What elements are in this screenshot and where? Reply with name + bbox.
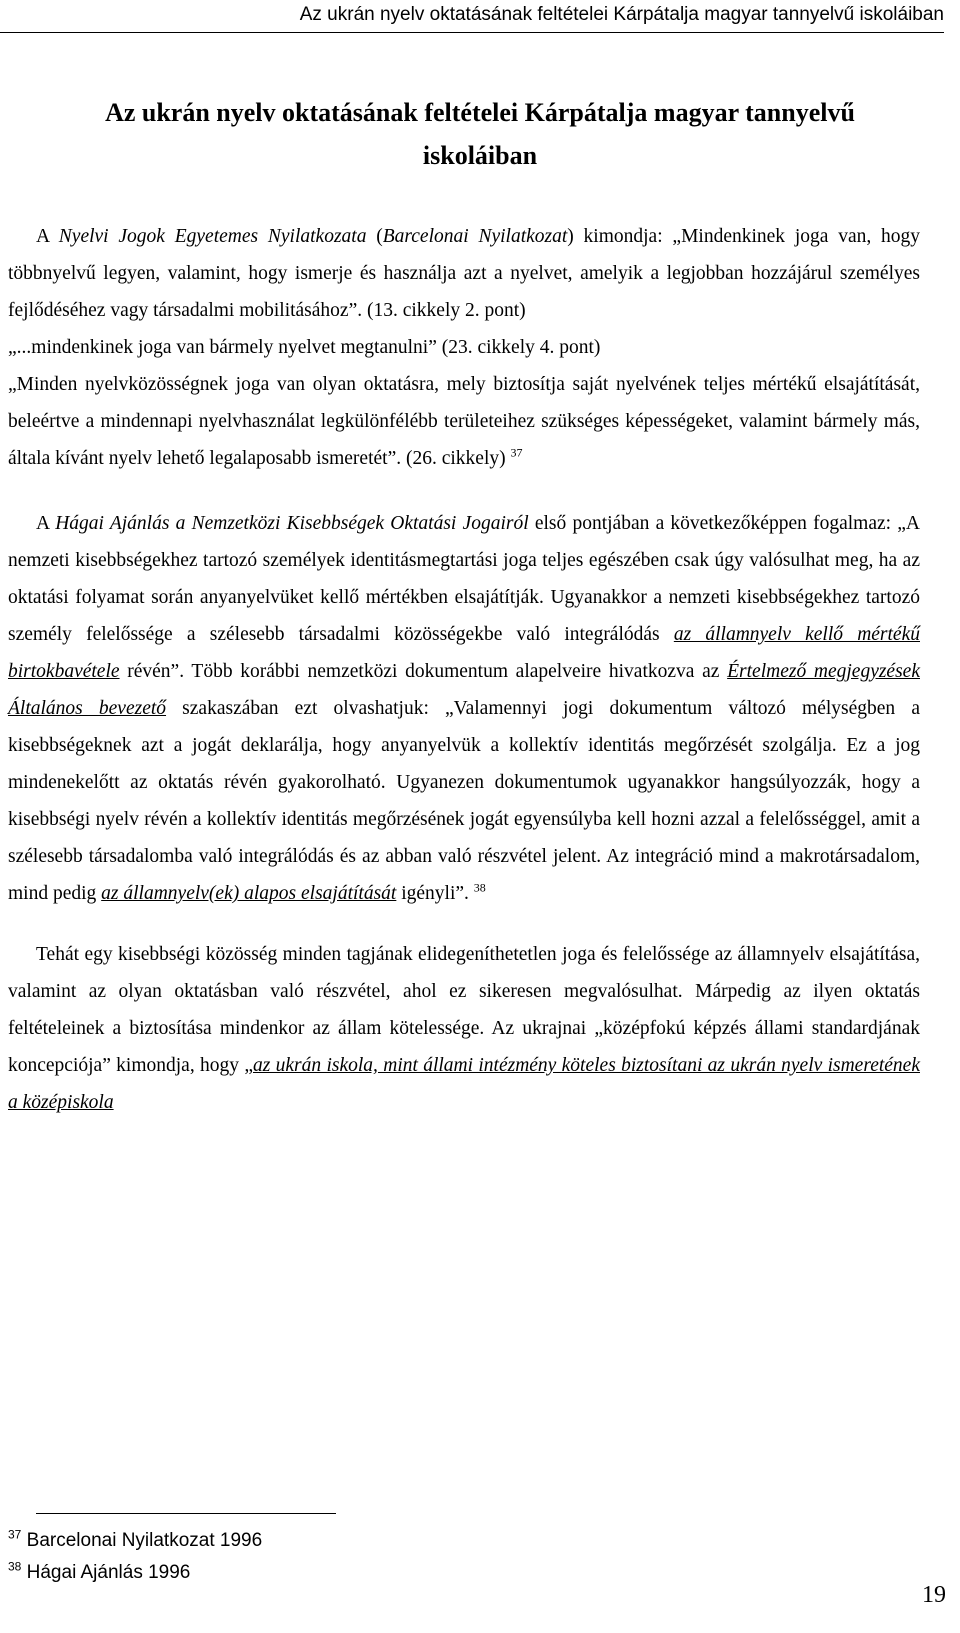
page-title-line-1: Az ukrán nyelv oktatásának feltételei Kárpátalja magyar tannyelvű [105, 98, 855, 127]
text-segment: „Minden nyelvközösségnek joga van olyan oktatásra, mely biztosítja saját nyelvének teljes mértékű elsajátítását, beleértve a mindennapi nyelvhasználat legkülönfélébb területeihez szükséges képességeket, valamint bármely más, általa kívánt nyelv lehető legalaposabb ismeretét”. (26. cikkely) [8, 374, 920, 469]
paragraph-gap [8, 477, 920, 505]
emphasis-underlined: az államnyelv(ek) alapos elsajátítását [101, 883, 397, 904]
paragraph-gap [8, 912, 920, 936]
document-title-italic: Barcelonai Nyilatkozat [382, 226, 568, 247]
running-header [0, 4, 944, 33]
text-segment: szakaszában ezt olvashatjuk: „Valamennyi jogi dokumentum változó mélységben a kisebbségeknek azt a jogát deklarálja, hogy anyanyelvük a kollektív identitás megőrzését szolgálja. Ez a jog mindenekelőtt az oktatás révén gyakorolható. Ugyanezen dokumentumok ugyanakkor hangsúlyozzák, hogy a kisebbségi nyelv révén a kollektív identitás megőrzésének jogát egyensúlyba kell hozni azzal a felelősséggel, amit a szélesebb társadalomba való integrálódás és az abban való részvétel jelent. Az integráció mind a makrotársadalom, mind pedig [8, 698, 920, 904]
body-text [8, 218, 920, 1121]
text-segment: első pontjában a következőképpen fogalmaz: „A nemzeti kisebbségekhez tartozó személyek identitásmegtartási joga teljes egészében csak úgy valósulhat meg, ha az oktatási folyamat során anyanyelvüket kellő mértékben elsajátítják. Ugyanakkor a nemzeti kisebbségekhez tartozó személy felelőssége a szélesebb társadalmi közösségekbe való integrálódás [8, 513, 920, 645]
footnote-text: Hágai Ajánlás 1996 [26, 1562, 191, 1583]
text-segment: ) kimondja: „Mindenkinek joga van, hogy többnyelvű legyen, valamint, hogy ismerje és használja azt a nyelvet, amelyik a legjobban hozzájárul személyes fejlődéséhez vagy társadalmi mobilitásához”. (13. cikkely 2. pont) [8, 226, 920, 321]
page-number: 19 [922, 1582, 946, 1608]
text-segment: Tehát egy kisebbségi közösség minden tagjának elidegeníthetetlen joga és felelőssége az államnyelv elsajátítása, valamint az olyan oktatásban való részvétel, ahol ez sikeresen megvalósulhat. Márpedig az ilyen oktatás feltételeinek a biztosítása mindenkor az állam kötelessége. Az ukrajnai „középfokú képzés állami standardjának koncepciója” kimondja, hogy „ [8, 944, 920, 1076]
page-title [30, 92, 930, 178]
footnote-text: Barcelonai Nyilatkozat 1996 [26, 1530, 263, 1551]
footnote-number: 37 [8, 1527, 22, 1542]
emphasis-underlined: Értelmező megjegyzések Általános bevezető [8, 661, 920, 719]
text-segment: révén”. Több korábbi nemzetközi dokumentum alapelveire hivatkozva az [119, 661, 728, 682]
paragraph-barcelona [8, 218, 920, 329]
emphasis-underlined: az államnyelv kellő mértékű birtokbavétele [8, 624, 920, 682]
footnote-37 [8, 1525, 262, 1557]
text-segment: ( [366, 226, 383, 247]
footnote-number: 38 [8, 1559, 22, 1574]
running-header-text: Az ukrán nyelv oktatásának feltételei Kárpátalja magyar tannyelvű iskoláiban [299, 4, 944, 25]
text-segment: A [36, 513, 56, 534]
paragraph-conclusion [8, 936, 920, 1121]
emphasis-underlined: az ukrán iskola, mint állami intézmény köteles biztosítani az ukrán nyelv ismeretének a középiskola [8, 1055, 920, 1113]
page-title-line-2: iskoláiban [422, 140, 538, 170]
footnotes [8, 1525, 262, 1589]
footnote-38 [8, 1557, 262, 1589]
paragraph-hague [8, 505, 920, 912]
document-title-italic: Hágai Ajánlás a Nemzetközi Kisebbségek Oktatási Jogairól [55, 513, 529, 534]
paragraph-quote-26 [8, 366, 920, 477]
footnote-ref: 37 [510, 445, 523, 460]
paragraph-quote-23 [8, 329, 920, 366]
text-segment: A [36, 226, 59, 247]
text-segment: igényli”. [396, 883, 474, 904]
text-segment: „...mindenkinek joga van bármely nyelvet megtanulni” (23. cikkely 4. pont) [8, 337, 601, 358]
footnote-separator [36, 1513, 336, 1514]
footnote-ref: 38 [473, 880, 486, 895]
document-title-italic: Nyelvi Jogok Egyetemes Nyilatkozata [58, 226, 367, 247]
